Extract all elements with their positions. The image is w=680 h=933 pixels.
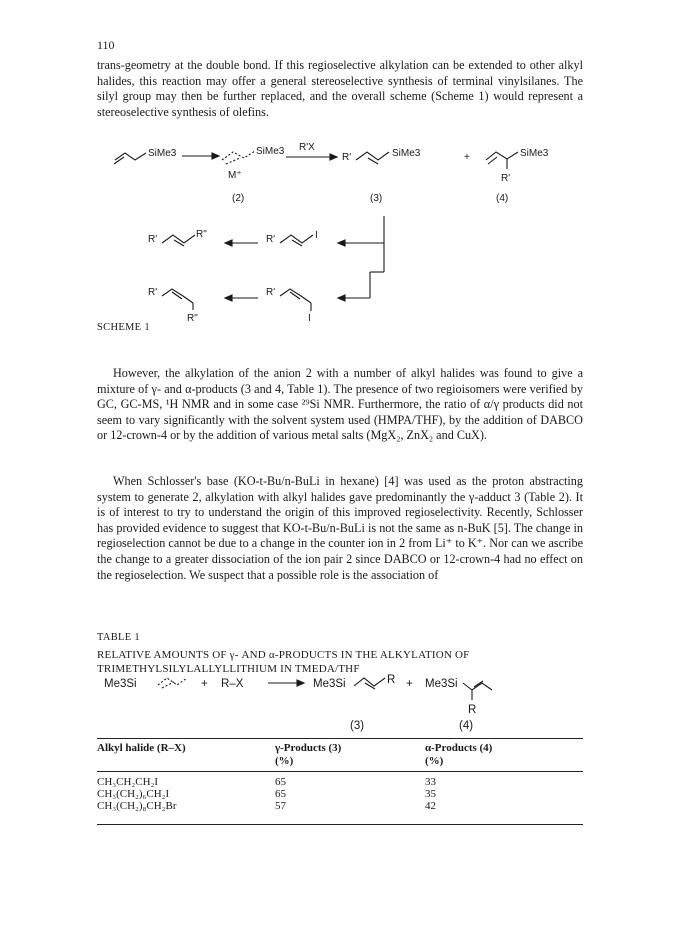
scheme-caption: SCHEME 1 (97, 322, 150, 333)
label-sime3-4: SiMe3 (520, 148, 549, 159)
compound-number-4: (4) (496, 193, 509, 204)
cell-alpha: 35 (425, 788, 436, 800)
label-plus: + (464, 152, 470, 163)
table-eq-rx: R–X (221, 678, 244, 690)
table-eq-plus-2: + (406, 678, 413, 690)
header-alpha-unit: (%) (425, 755, 444, 767)
table-bottom-rule (97, 824, 583, 825)
label-r-dprime-row3: R" (187, 313, 198, 324)
cell-gamma: 65 (275, 776, 286, 788)
cell-halide: CH₃(CH₂)₆CH₂I (97, 788, 170, 800)
table-row (97, 800, 583, 816)
table-label: TABLE 1 (97, 632, 140, 643)
cell-halide: CH₃CH₂CH₂I (97, 776, 159, 788)
header-gamma-unit: (%) (275, 755, 294, 767)
table-header-row (97, 742, 583, 772)
table-eq-plus-1: + (201, 678, 208, 690)
table-row (97, 788, 583, 800)
table-eq-number-3: (3) (350, 720, 365, 732)
label-r-prime-row3a: R' (148, 287, 158, 298)
table-title: RELATIVE AMOUNTS OF γ- AND α-PRODUCTS IN THE ALKYLATION OF TRIMETHYLSILYLALLYLLITHIUM IN TMEDA/THF (97, 649, 470, 675)
label-r-prime-row2a: R' (148, 234, 158, 245)
label-iodine-row2: I (315, 230, 318, 241)
label-iodine-row3: I (308, 313, 311, 324)
label-sime3-start: SiMe3 (148, 148, 177, 159)
paragraph-intro: trans-geometry at the double bond. If this regioselective alkylation can be extended to other alkyl halides, this reaction may offer a general stereoselective synthesis of terminal vinylsilanes. The silyl group may then be further replaced, and the overall scheme (Scheme 1) would represent a stereoselective synthesis of olefins. (97, 58, 583, 119)
cell-gamma: 65 (275, 788, 286, 800)
cell-alpha: 33 (425, 776, 436, 788)
label-r-prime-row3b: R' (266, 287, 276, 298)
page-number: 110 (97, 38, 115, 52)
table-eq-me3si-reactant: Me3Si (104, 678, 137, 690)
table-eq-number-4: (4) (459, 720, 474, 732)
header-alkyl-halide: Alkyl halide (R–X) (97, 742, 186, 754)
header-alpha-title: α-Products (4) (425, 742, 493, 754)
compound-number-2: (2) (232, 193, 245, 204)
paragraph-alkylation-text: However, the alkylation of the anion 2 with a number of alkyl halides was found to give a mixture of γ- and α-products (3 and 4, Table 1). The presence of two regioisomers were verified by GC, GC-MS, ¹H NMR and in some case ²⁹Si NMR. Furthermore, the ratio of α/γ products did not seem to vary significantly with the solvent system used (HMPA/THF), by the addition of DABCO or 12-crown-4 or by the addition of various metal salts (MgX₂, ZnX₂ and CuX). (97, 366, 583, 443)
table-eq-r-alpha: R (468, 704, 477, 716)
cell-halide: CH₃(CH₂)₈CH₂Br (97, 800, 177, 812)
label-r-prime-4: R' (501, 173, 511, 184)
cell-alpha: 42 (425, 800, 436, 812)
label-r-prime-3: R' (342, 152, 352, 163)
paragraph-schlosser-text: When Schlosser's base (KO-t-Bu/n-BuLi in hexane) [4] was used as the proton abstracting system to generate 2, alkylation with alkyl halides gave predominantly the γ-adduct 3 (Table 2). It is of interest to try to understand the origin of this improved regioselectivity. Recently, Schlosser has provided evidence to suggest that KO-t-Bu/n-BuLi is not the same as n-BuK [5]. The change in regioselection cannot be due to a change in the counter ion in 2 from Li⁺ to K⁺. Nor can we ascribe the change to a greater dissociation of the ion pair 2 since DABCO or 12-crown-4 had no effect on the regioselection. We suspect that a possible role is the association of (97, 474, 583, 582)
table-eq-me3si-gamma: Me3Si (313, 678, 346, 690)
table-top-rule (97, 738, 583, 739)
header-alpha-products (425, 742, 583, 772)
label-r-dprime-row2: R" (196, 229, 207, 240)
label-metal-counterion: M⁺ (228, 170, 242, 181)
table-eq-me3si-alpha: Me3Si (425, 678, 458, 690)
cell-gamma: 57 (275, 800, 286, 812)
label-r-prime-row2b: R' (266, 234, 276, 245)
header-gamma-title: γ-Products (3) (275, 742, 342, 754)
label-sime3-3: SiMe3 (392, 148, 421, 159)
alkylation-table (97, 742, 583, 816)
label-sime3-anion: SiMe3 (256, 146, 285, 157)
header-gamma-products (275, 742, 425, 772)
label-reagent-rx: R'X (299, 142, 315, 153)
compound-number-3: (3) (370, 193, 383, 204)
table-row (97, 772, 583, 789)
table-eq-r-gamma: R (387, 674, 396, 686)
